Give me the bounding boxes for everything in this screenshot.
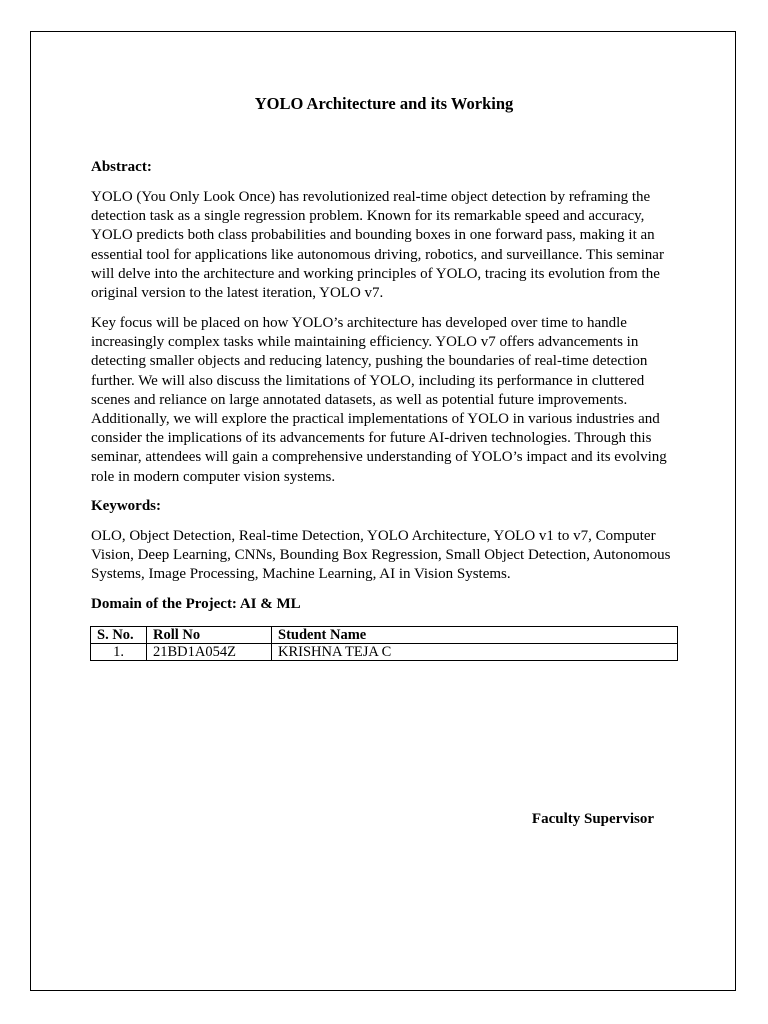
keywords-text: OLO, Object Detection, Real-time Detection, YOLO Architecture, YOLO v1 to v7, Computer Vision, Deep Learning, CNNs, Bounding Box Regression, Small Object Detection, Autonomous Systems, Image Processing, Machine Learning, AI in Vision Systems. [91, 528, 671, 583]
faculty-supervisor-label: Faculty Supervisor [531, 811, 654, 827]
cell-roll-no: 21BD1A054Z [147, 644, 272, 661]
abstract-paragraph-2: Key focus will be placed on how YOLO’s architecture has developed over time to handle increasingly complex tasks while maintaining efficiency. YOLO v7 offers advancements in detecting smaller objects and reducing latency, pushing the boundaries of real-time detection further. We will also discuss the limitations of YOLO, including its performance in cluttered scenes and reliance on large annotated datasets, as well as potential future improvements. Additionally, we will explore the practical implementations of YOLO in various industries and consider the implications of its advancements for future AI-driven technologies. Through this seminar, attendees will gain a comprehensive understanding of YOLO’s impact and its evolving role in modern computer vision systems. [91, 315, 667, 485]
student-table [90, 626, 678, 661]
domain-line: Domain of the Project: AI & ML [91, 596, 301, 612]
document-title: YOLO Architecture and its Working [254, 94, 514, 113]
table-row [91, 644, 678, 661]
table-header-row [91, 627, 678, 644]
cell-student-name: KRISHNA TEJA C [272, 644, 678, 661]
header-student-name: Student Name [272, 627, 678, 644]
header-roll-no: Roll No [147, 627, 272, 644]
abstract-paragraph-1: YOLO (You Only Look Once) has revolutionized real-time object detection by reframing the detection task as a single regression problem. Known for its remarkable speed and accuracy, YOLO predicts both class probabilities and bounding boxes in one forward pass, making it an essential tool for applications like autonomous driving, robotics, and surveillance. This seminar will delve into the architecture and working principles of YOLO, tracing its evolution from the original version to the latest iteration, YOLO v7. [91, 189, 664, 302]
keywords-heading: Keywords: [91, 498, 161, 514]
cell-sno: 1. [91, 644, 147, 661]
abstract-heading: Abstract: [91, 159, 152, 175]
header-sno: S. No. [91, 627, 147, 644]
